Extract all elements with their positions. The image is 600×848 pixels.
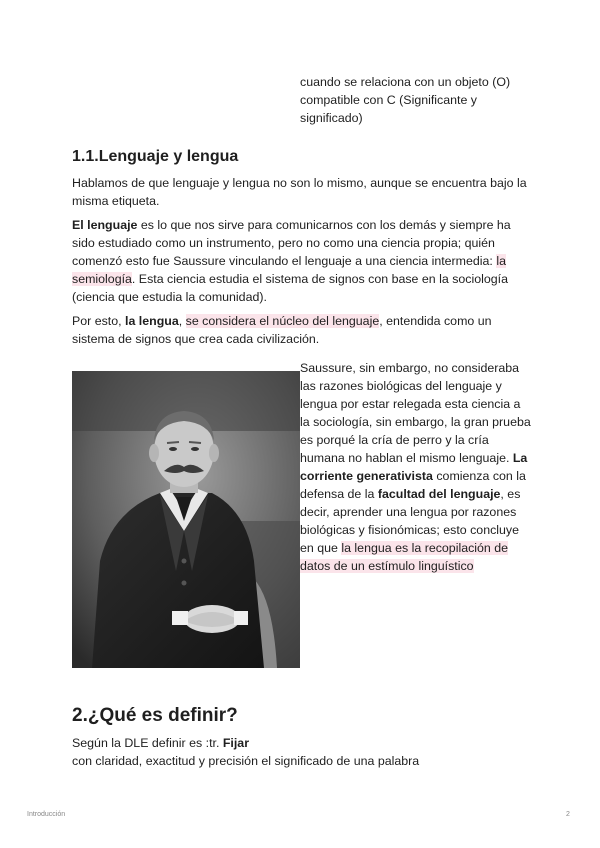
text-run: , <box>178 314 186 328</box>
saussure-portrait-photo <box>72 371 300 668</box>
bold-term: facultad del lenguaje <box>377 487 501 501</box>
highlighted-text: se considera el núcleo del lenguaje <box>185 314 380 328</box>
paragraph-dle-definition <box>72 734 532 752</box>
top-continuation-paragraph: cuando se relaciona con un objeto (O) compatible con C (Significante y significado) <box>300 75 511 125</box>
footer-page-number: 2 <box>566 811 570 818</box>
highlighted-text: la lengua es la recopilación de datos de un estímulo linguístico <box>300 541 509 573</box>
text-run: , entendida como un sistema de signos que crea cada civilización. <box>72 314 492 346</box>
text-run: , es decir, aprender una lengua por razones biológicas y fisionómicas; esto concluye en que <box>300 487 521 555</box>
footer-section-name: Introducción <box>27 811 66 818</box>
section-heading-lenguaje-y-lengua: 1.1.Lenguaje y lengua <box>72 148 239 165</box>
paragraph-el-lenguaje <box>72 216 532 306</box>
paragraph-dle-definition-cont: con claridad, exactitud y precisión el significado de una palabra <box>72 754 420 768</box>
paragraph-la-lengua <box>72 312 532 348</box>
section-heading-que-es-definir: 2.¿Qué es definir? <box>72 705 238 726</box>
bold-term: Fijar <box>222 736 250 750</box>
highlighted-text: la semiología <box>72 254 506 286</box>
text-run: . Esta ciencia estudia el sistema de signos con base en la sociología (ciencia que estudia la comunidad). <box>72 272 508 304</box>
portrait-illustration <box>72 371 300 668</box>
text-run: Saussure, sin embargo, no consideraba las razones biológicas del lenguaje y lengua por estar relegada esta ciencia a la sociología, sin embargo, la gran prueba es porqué la cría de perro y la cría humana no hablan el mismo lenguaje. <box>300 361 531 465</box>
text-run: comienza con la defensa de la <box>300 469 526 501</box>
text-run: Por esto, <box>72 314 126 328</box>
text-run: Según la DLE definir es :tr. <box>72 736 223 750</box>
bold-term: El lenguaje <box>72 218 138 232</box>
paragraph-intro: Hablamos de que lenguaje y lengua no son lo mismo, aunque se encuentra bajo la misma etiqueta. <box>72 176 527 208</box>
paragraph-saussure-generativista <box>300 359 532 575</box>
text-run: es lo que nos sirve para comunicarnos con los demás y siempre ha sido estudiado como un instrumento, pero no como una ciencia propia; quién comenzó esto fue Saussure vinculando el lenguaje a una ciencia intermedia: <box>72 218 511 268</box>
bold-term: la lengua <box>125 314 179 328</box>
bold-term: La corriente generativista <box>300 451 528 483</box>
